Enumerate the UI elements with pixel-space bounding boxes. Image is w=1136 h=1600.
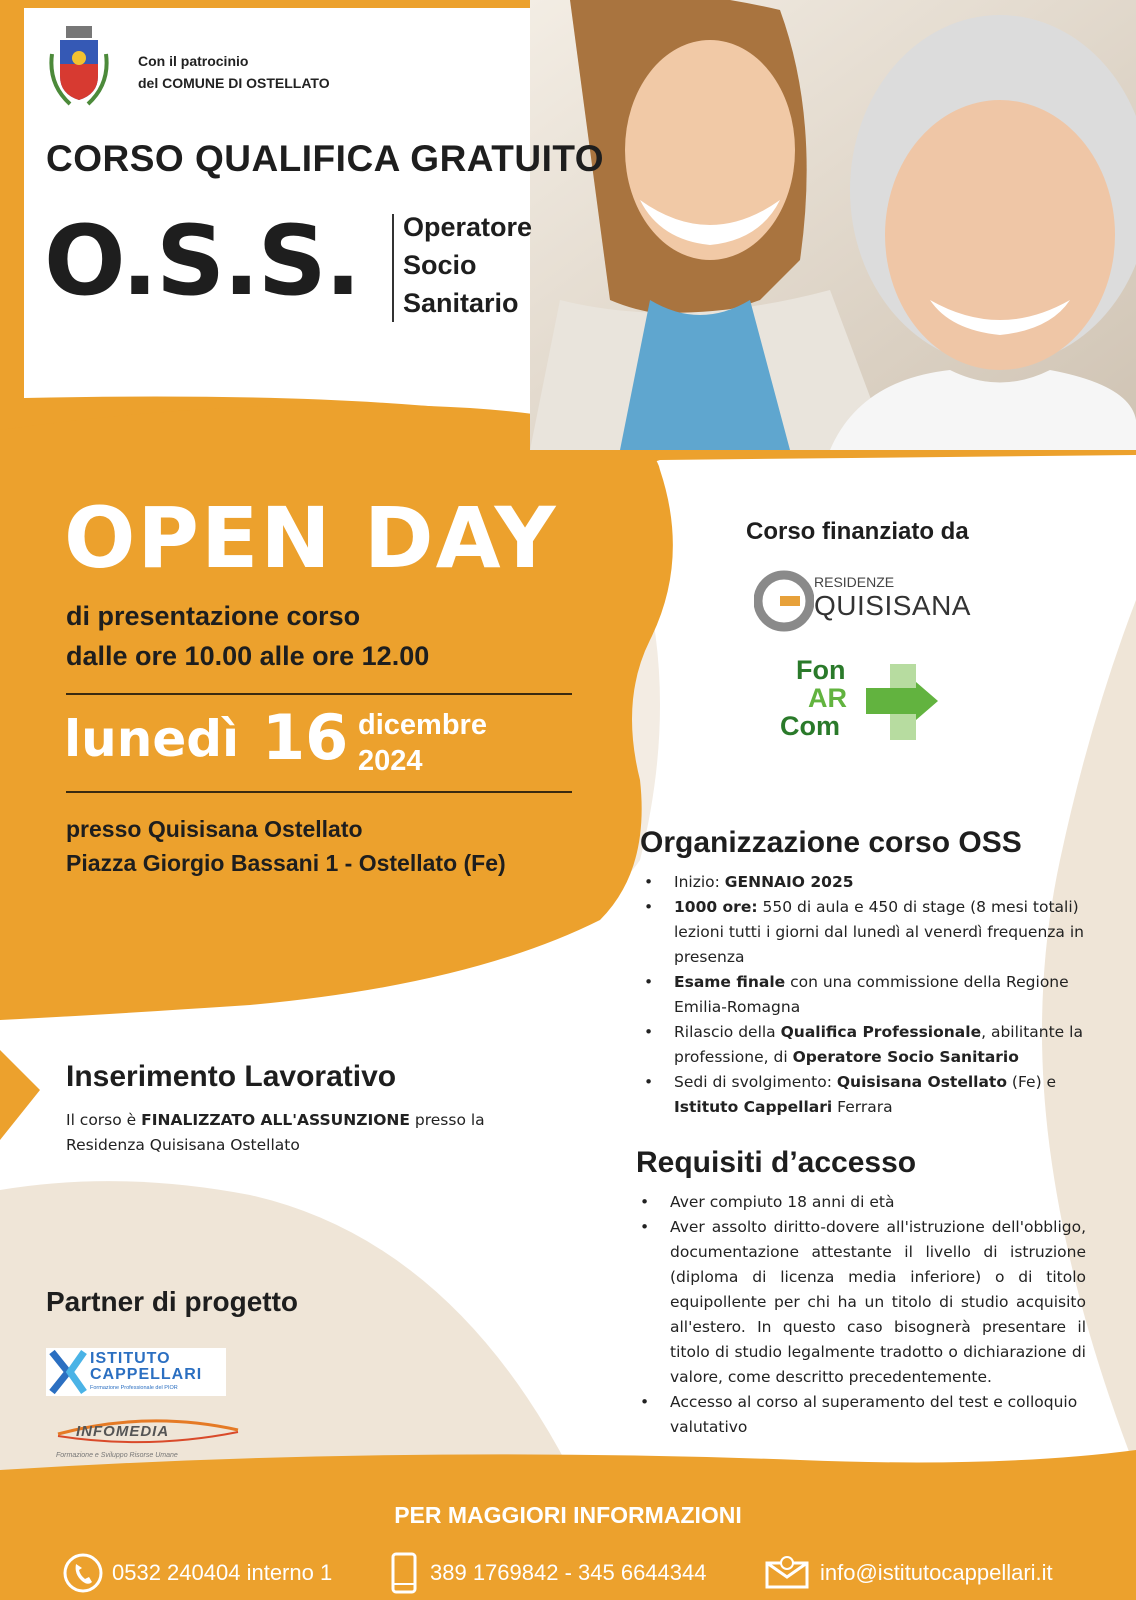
cappellari-line1: ISTITUTO xyxy=(90,1350,171,1367)
email-address: info@istitutocappellari.it xyxy=(820,1560,1053,1585)
requisiti-list xyxy=(634,1190,1086,1440)
date-rule-bottom xyxy=(66,791,572,793)
comune-crest xyxy=(46,24,112,112)
date-day: 16 xyxy=(262,701,349,774)
mobile-phone-icon xyxy=(390,1552,418,1594)
org-item-2: • 1000 ore: 550 di aula e 450 di stage (8 mesi totali) lezioni tutti i giorni dal lunedì al venerdì frequenza in presenza xyxy=(638,895,1090,970)
oss-word-2: Socio xyxy=(403,250,477,280)
course-type: CORSO QUALIFICA GRATUITO xyxy=(46,138,605,179)
oss-divider xyxy=(392,214,394,322)
infomedia-subtitle: Formazione e Sviluppo Risorse Umane xyxy=(56,1452,178,1459)
venue-line1: presso Quisisana Ostellato xyxy=(66,816,363,842)
org-item-4: • Rilascio della Qualifica Professionale, abilitante la professione, di Operatore Socio Sanitario xyxy=(638,1020,1090,1070)
venue-line2: Piazza Giorgio Bassani 1 - Ostellato (Fe) xyxy=(66,850,506,876)
req-item-2: • Aver assolto diritto-dovere all'istruzione dell'obbligo, documentazione attestante il livello di istruzione (diploma di licenza media inferiore) o di titolo equipollente per chi ha un titolo di studio acquisito all'estero. In questo caso bisognerà presentare il titolo di studio legalmente tradotto o dichiarazione di valore, come descritto precedentemente. xyxy=(634,1215,1086,1390)
inserimento-title: Inserimento Lavorativo xyxy=(66,1060,397,1093)
email-icon xyxy=(764,1555,810,1591)
quisisana-mark-icon xyxy=(754,570,814,632)
funding-title: Corso finanziato da xyxy=(746,518,969,545)
patronage-line2: del COMUNE DI OSTELLATO xyxy=(138,75,330,91)
oss-word-1: Operatore xyxy=(403,212,533,242)
oss-acronym: O.S.S. xyxy=(44,205,360,317)
fonarcom-ar: AR xyxy=(808,683,847,713)
open-day-title: OPEN DAY xyxy=(64,489,558,587)
venue xyxy=(66,812,506,880)
cappellari-mark-icon xyxy=(48,1348,88,1396)
organizzazione-title: Organizzazione corso OSS xyxy=(640,826,1022,859)
infomedia-logo xyxy=(50,1414,246,1464)
requisiti-title: Requisiti d’accesso xyxy=(636,1146,917,1179)
cappellari-subtitle: Formazione Professionale del PIOR xyxy=(90,1385,178,1391)
patronage-text xyxy=(138,50,330,94)
date-rule-top xyxy=(66,693,572,695)
quisisana-logo xyxy=(754,570,974,634)
date-weekday: lunedì xyxy=(64,710,240,768)
partner-title: Partner di progetto xyxy=(46,1286,299,1317)
organizzazione-list xyxy=(638,870,1090,1120)
footer-mobile[interactable] xyxy=(390,1551,706,1595)
quisisana-big: QUISISANA xyxy=(814,590,971,621)
org-item-5: • Sedi di svolgimento: Quisisana Ostellato (Fe) e Istituto Cappellari Ferrara xyxy=(638,1070,1090,1120)
footer-phone[interactable] xyxy=(62,1553,332,1593)
mobile-numbers: 389 1769842 - 345 6644344 xyxy=(430,1560,707,1585)
oss-full-name xyxy=(403,208,532,322)
cappellari-line2: CAPPELLARI xyxy=(90,1366,203,1383)
patronage-line1: Con il patrocinio xyxy=(138,53,249,69)
open-day-subtitle xyxy=(66,596,429,676)
phone-number: 0532 240404 interno 1 xyxy=(112,1560,333,1585)
fonarcom-fon: Fon xyxy=(796,655,846,685)
cappellari-logo xyxy=(46,1348,226,1396)
date-month-year xyxy=(358,707,487,779)
date-month: dicembre xyxy=(358,709,487,741)
fonarcom-com: Com xyxy=(780,711,840,741)
footer-email[interactable] xyxy=(764,1553,1053,1593)
req-item-3: • Accesso al corso al superamento del test e colloquio valutativo xyxy=(634,1390,1086,1440)
org-item-3: • Esame finale con una commissione della Regione Emilia-Romagna xyxy=(638,970,1090,1020)
phone-icon xyxy=(62,1552,104,1594)
req-item-1: • Aver compiuto 18 anni di età xyxy=(634,1190,1086,1215)
oss-word-3: Sanitario xyxy=(403,288,519,318)
hero-photo xyxy=(530,0,1136,450)
footer-title: PER MAGGIORI INFORMAZIONI xyxy=(394,1502,742,1528)
org-item-1: • Inizio: GENNAIO 2025 xyxy=(638,870,1090,895)
open-day-hours: dalle ore 10.00 alle ore 12.00 xyxy=(66,641,430,671)
quisisana-small: RESIDENZE xyxy=(814,574,895,590)
open-day-subtitle-1: di presentazione corso xyxy=(66,601,361,631)
infomedia-name: INFOMEDIA xyxy=(76,1423,170,1440)
fonarcom-logo xyxy=(780,656,940,742)
fonarcom-cross-icon xyxy=(866,664,940,740)
inserimento-text: Il corso è FINALIZZATO ALL'ASSUNZIONE presso la Residenza Quisisana Ostellato xyxy=(66,1111,485,1154)
date-year: 2024 xyxy=(358,745,423,777)
